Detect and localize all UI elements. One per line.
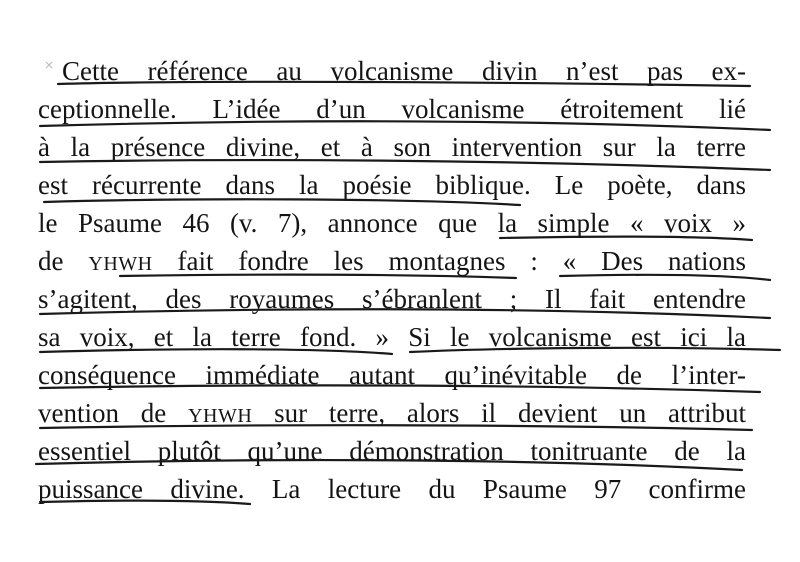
yhwh-small-caps: YHWH bbox=[88, 253, 153, 275]
text-line-11: essentiel plutôt qu’une démonstration tonitruante de la bbox=[38, 436, 746, 466]
text-line-4: est récurrente dans la poésie biblique. Le poète, dans bbox=[38, 170, 746, 200]
bullet-mark-icon bbox=[44, 60, 54, 70]
text-line-9: conséquence immédiate autant qu’inévitable de l’inter- bbox=[38, 360, 746, 390]
text-line-10 bbox=[38, 394, 746, 432]
text-line-6-end: fait fondre les montagnes : « Des nations bbox=[152, 246, 747, 276]
text-line-5: le Psaume 46 (v. 7), annonce que la simple « voix » bbox=[38, 208, 746, 238]
text-line-12: puissance divine. La lecture du Psaume 97 confirme bbox=[38, 474, 746, 504]
yhwh-small-caps: YHWH bbox=[188, 405, 253, 427]
text-line-10-end: sur terre, alors il devient un attribut bbox=[252, 398, 746, 428]
text-line-6-start: de bbox=[38, 246, 89, 276]
text-line-10-start: vention de bbox=[38, 398, 189, 428]
text-line-1: Cette référence au volcanisme divin n’est pas ex- bbox=[62, 56, 746, 86]
text-line-2: ceptionnelle. L’idée d’un volcanisme étroitement lié bbox=[38, 94, 746, 124]
text-line-3: à la présence divine, et à son intervention sur la terre bbox=[38, 132, 746, 162]
text-line-6 bbox=[38, 242, 746, 280]
text-line-7: s’agitent, des royaumes s’ébranlent ; Il fait entendre bbox=[38, 284, 746, 314]
text-line-8: sa voix, et la terre fond. » Si le volcanisme est ici la bbox=[38, 322, 746, 352]
